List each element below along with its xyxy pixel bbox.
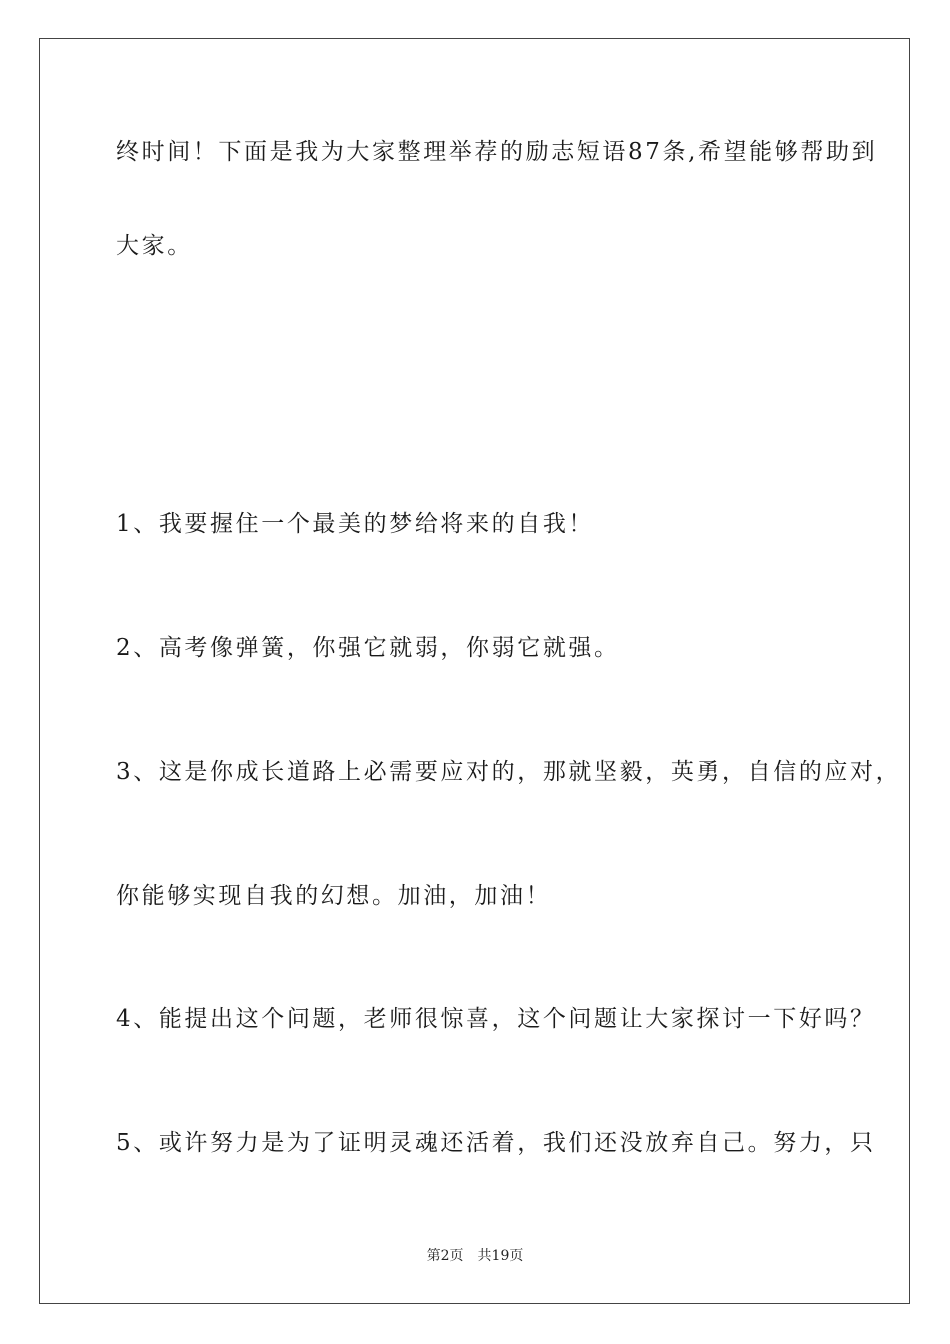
page-number-current: 第2页: [426, 1248, 464, 1264]
list-item: 2、高考像弹簧，你强它就弱，你弱它就强。: [116, 635, 620, 661]
list-item: 4、能提出这个问题，老师很惊喜，这个问题让大家探讨一下好吗？: [116, 1006, 876, 1032]
list-item: 5、或许努力是为了证明灵魂还活着，我们还没放弃自己。努力，只: [116, 1130, 876, 1156]
list-item: 1、我要握住一个最美的梦给将来的自我！: [116, 511, 595, 537]
list-item: 3、这是你成长道路上必需要应对的，那就坚毅，英勇，自信的应对，: [116, 759, 902, 785]
page-footer: [0, 1249, 950, 1263]
page-frame: [39, 38, 910, 1304]
text-line: 你能够实现自我的幻想。加油，加油！: [116, 883, 552, 909]
text-line: 终时间！下面是我为大家整理举荐的励志短语87条,希望能够帮助到: [116, 139, 878, 165]
text-line: 大家。: [116, 233, 193, 259]
page-number-total: 共19页: [477, 1248, 524, 1264]
